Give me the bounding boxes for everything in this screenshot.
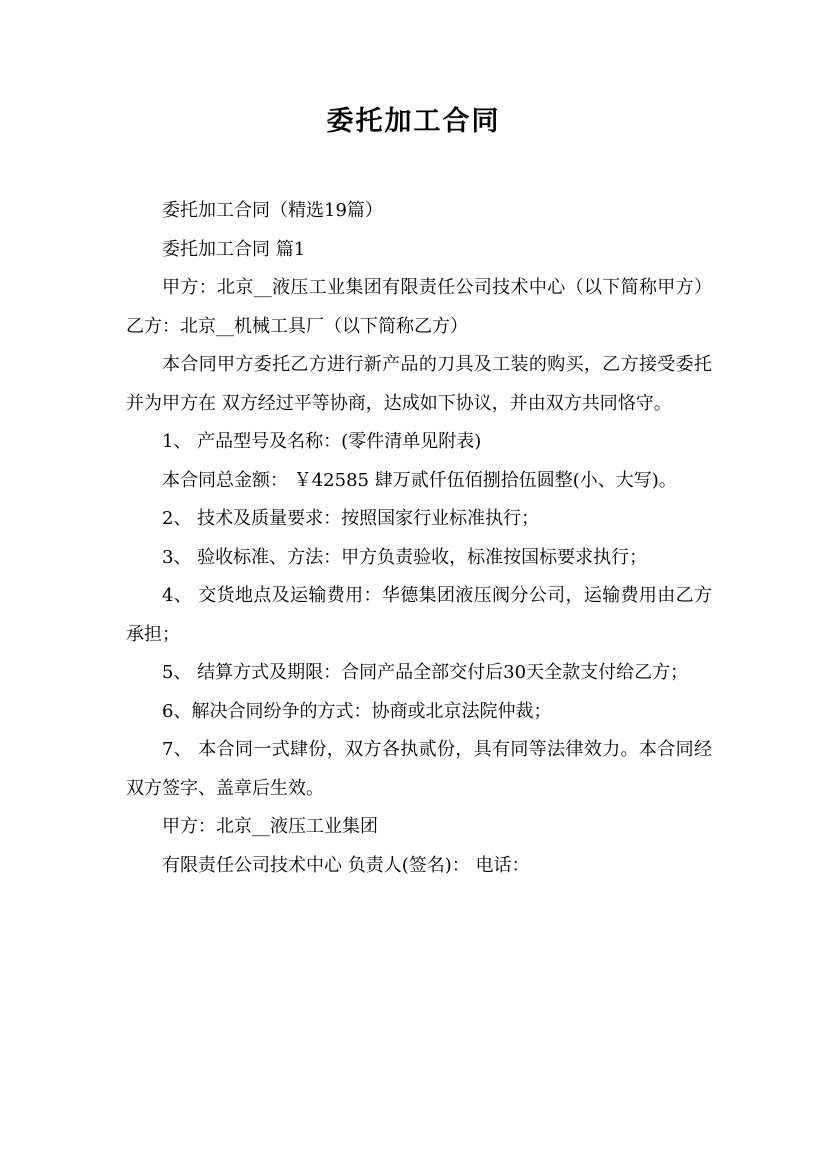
paragraph-total-amount: 本合同总金额： ￥42585 肆万贰仟伍佰捌拾伍圆整(小、大写)。 <box>162 469 677 491</box>
paragraph-intro: 本合同甲方委托乙方进行新产品的刀具及工装的购买，乙方接受委托并为甲方在 双方经过平等协商，达成如下协议，并由双方共同恪守。 <box>126 354 712 414</box>
paragraph-item-5: 5、 结算方式及期限：合同产品全部交付后30天全款支付给乙方； <box>162 662 689 683</box>
paragraph-subtitle: 委托加工合同（精选19篇） <box>162 200 383 221</box>
document-title: 委托加工合同 <box>326 106 501 137</box>
paragraph-signature-line: 有限责任公司技术中心 负责人(签名)： 电话： <box>162 854 530 876</box>
paragraph-party-a: 甲方：北京__液压工业集团 <box>162 816 378 837</box>
paragraph-item-3: 3、 验收标准、方法：甲方负责验收，标准按国标要求执行； <box>162 546 648 568</box>
paragraph-item-7: 7、 本合同一式肆份，双方各执贰份，具有同等法律效力。本合同经双方签字、盖章后生效。 <box>126 739 712 799</box>
paragraph-item-4: 4、 交货地点及运输费用：华德集团液压阀分公司，运输费用由乙方承担； <box>126 585 712 645</box>
paragraph-item-2: 2、 技术及质量要求：按照国家行业标准执行； <box>162 508 540 529</box>
paragraph-item-6: 6、解决合同纷争的方式：协商或北京法院仲裁； <box>162 700 552 722</box>
paragraph-section-heading: 委托加工合同 篇1 <box>162 238 306 260</box>
paragraph-parties: 甲方：北京__液压工业集团有限责任公司技术中心（以下简称甲方） 乙方：北京__机械工具厂（以下简称乙方） <box>126 277 712 337</box>
paragraph-item-1: 1、 产品型号及名称：(零件清单见附表) <box>162 431 482 452</box>
document-body <box>126 192 712 885</box>
